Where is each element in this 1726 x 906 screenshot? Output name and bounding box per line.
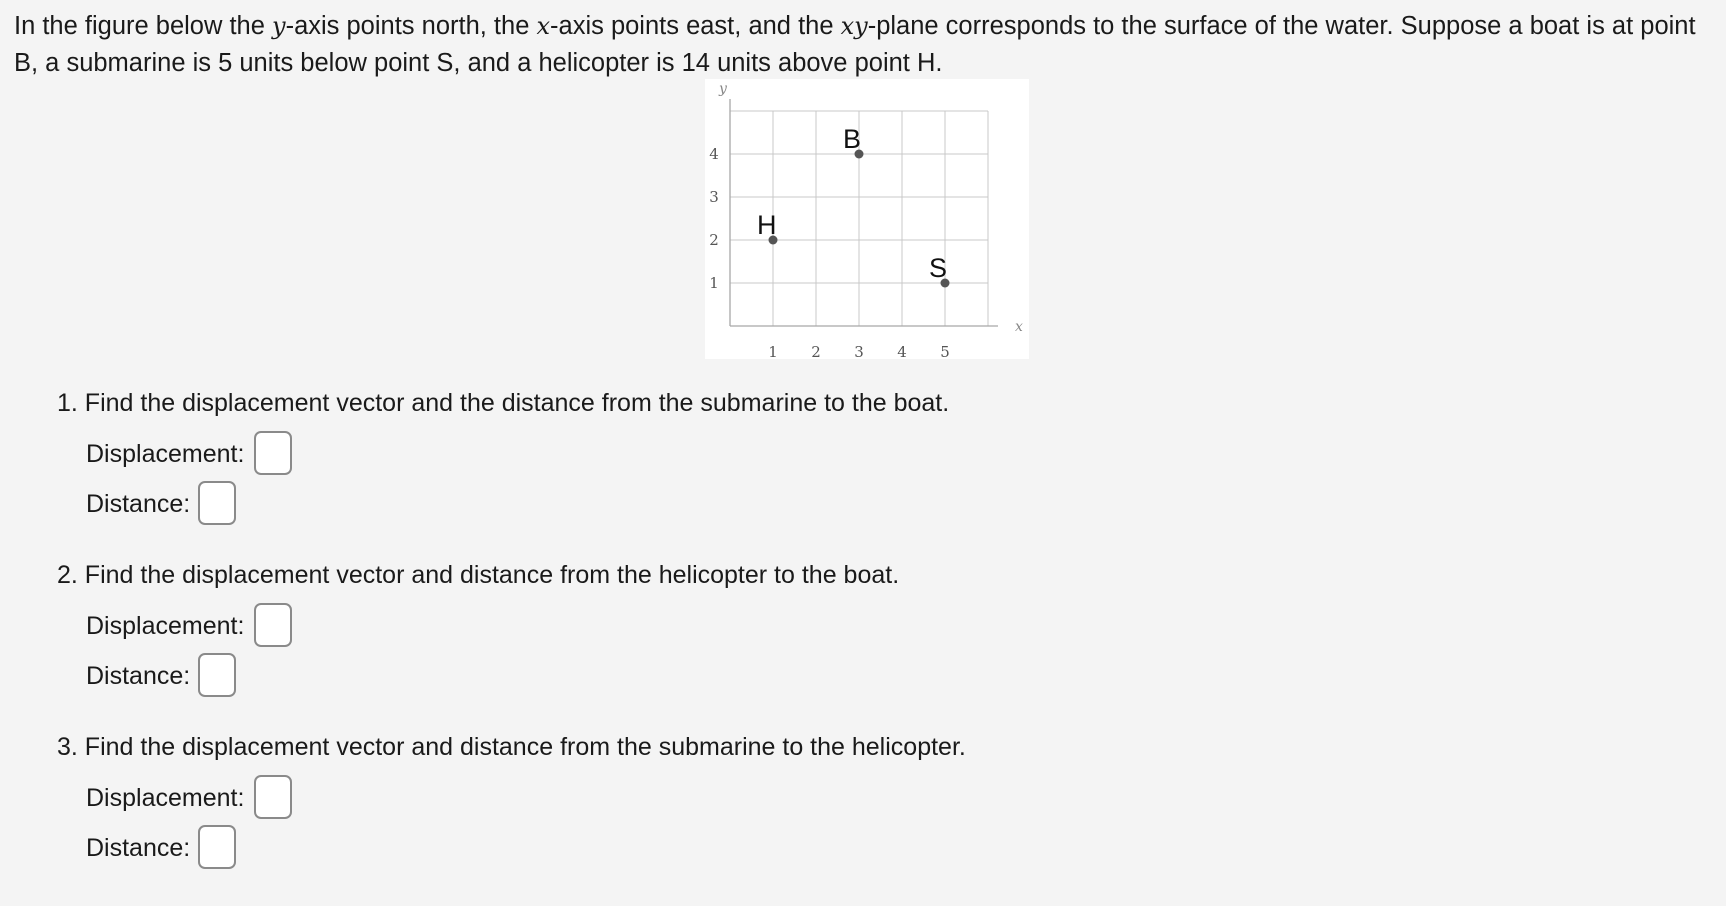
- problem-statement: [14, 8, 1716, 82]
- coordinate-grid-svg: [705, 79, 1029, 359]
- point-h: [757, 210, 778, 245]
- question-1-displacement-input[interactable]: [254, 431, 292, 475]
- x-axis-label: x: [1015, 319, 1023, 335]
- xy-variable: xy: [840, 12, 868, 40]
- x-tick-label: 4: [897, 343, 907, 359]
- distance-label: Distance:: [86, 834, 191, 862]
- question-2-title: 2. Find the displacement vector and distance from the helicopter to the boat.: [57, 561, 900, 589]
- displacement-label: Displacement:: [86, 440, 245, 468]
- x-tick-label: 5: [940, 343, 950, 359]
- question-2-displacement-row: [86, 601, 899, 651]
- point-s-label: S: [929, 253, 948, 283]
- point-s: [929, 253, 950, 288]
- question-2-distance-input[interactable]: [198, 653, 236, 697]
- x-tick-label: 1: [768, 343, 778, 359]
- point-h-label: H: [757, 210, 777, 240]
- question-3-title: 3. Find the displacement vector and distance from the submarine to the helicopter.: [57, 733, 966, 761]
- question-1-title: 1. Find the displacement vector and the distance from the submarine to the boat.: [57, 389, 950, 417]
- coordinate-figure: [705, 79, 1029, 359]
- question-3-distance-input[interactable]: [198, 825, 236, 869]
- intro-text-3: -axis points east, and the: [550, 12, 841, 40]
- points: [757, 124, 950, 288]
- y-tick-label: 1: [709, 274, 719, 292]
- y-tick-label: 3: [709, 188, 719, 206]
- intro-text-2: -axis points north, the: [285, 12, 537, 40]
- distance-label: Distance:: [86, 490, 191, 518]
- question-3-displacement-row: [86, 773, 966, 823]
- tick-labels: [709, 145, 950, 359]
- question-2: [57, 560, 899, 701]
- question-1-distance-input[interactable]: [198, 481, 236, 525]
- x-tick-label: 3: [854, 343, 864, 359]
- y-variable: y: [272, 12, 286, 40]
- question-1-displacement-row: [86, 429, 949, 479]
- y-axis-label: y: [719, 81, 727, 97]
- displacement-label: Displacement:: [86, 784, 245, 812]
- question-3-displacement-input[interactable]: [254, 775, 292, 819]
- x-tick-label: 2: [811, 343, 821, 359]
- displacement-label: Displacement:: [86, 612, 245, 640]
- point-b: [843, 124, 864, 159]
- point-b-label: B: [843, 124, 862, 154]
- distance-label: Distance:: [86, 662, 191, 690]
- y-tick-label: 4: [709, 145, 719, 163]
- y-tick-label: 2: [709, 231, 719, 249]
- x-variable: x: [536, 12, 551, 40]
- question-1-distance-row: [86, 479, 949, 529]
- question-3: [57, 732, 966, 873]
- question-2-displacement-input[interactable]: [254, 603, 292, 647]
- intro-text-1: In the figure below the: [14, 12, 273, 40]
- question-2-distance-row: [86, 651, 899, 701]
- question-3-distance-row: [86, 823, 966, 873]
- question-1: [57, 388, 949, 529]
- intro-text-4: -plane corresponds to the surface of the water. Suppose a boat is at point B, a submarine is 5 units below point S, and a helicopter is 14 units above point H.: [14, 12, 1696, 77]
